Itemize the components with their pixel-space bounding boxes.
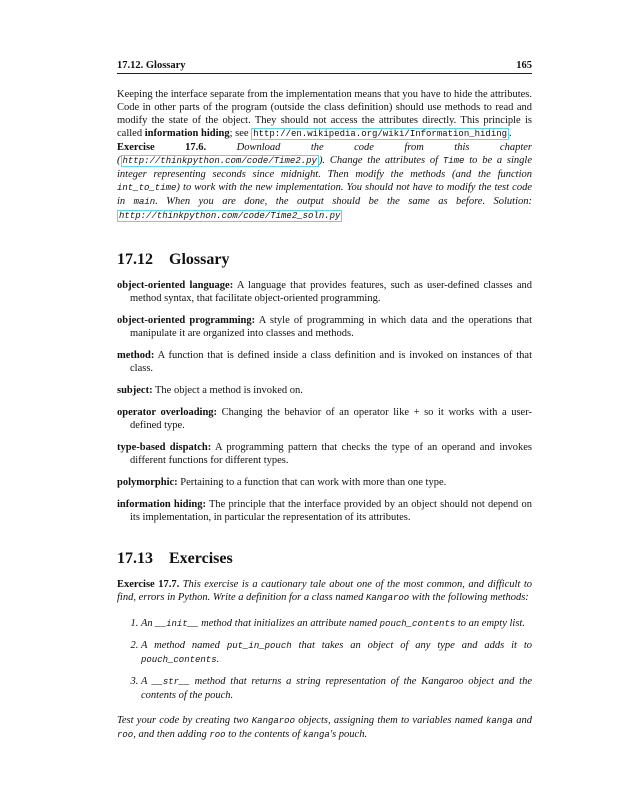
glossary-definition: A language that provides features, such as user-defined classes and method syntax, that facilitate object-oriented programming. [130,280,533,304]
code-init: __init__ [155,619,199,629]
code-kangaroo: Kangaroo [251,716,295,726]
wikipedia-link[interactable]: http://en.wikipedia.org/wiki/Information_hiding [253,129,508,139]
glossary-entry [117,279,532,305]
code-main: main [133,197,156,207]
page-number: 165 [516,60,532,71]
glossary-term: method: [117,350,155,361]
glossary-entry [117,384,532,397]
header-section-title: 17.12. Glossary [117,60,186,71]
glossary-entry [117,349,532,375]
information-hiding-term: information hiding [144,128,230,139]
glossary-section-number: 17.12 [117,251,153,268]
code-kangaroo: Kangaroo [365,593,410,603]
glossary-term: object-oriented language: [117,280,234,291]
list-item: 3. A __str__ method that returns a string representation of the Kangaroo object and the contents of the pouch. [141,675,532,702]
code-str: __str__ [152,677,190,687]
exercise-17-7-instructions: Test your code by creating two Kangaroo objects, assigning them to variables named kanga and roo, and then adding roo to the contents of kanga's pouch. [117,715,532,740]
glossary-heading [117,251,532,269]
list-item: 2. A method named put_in_pouch that takes an object of any type and adds it to pouch_contents. [141,639,532,667]
glossary-definition: Pertaining to a function that can work with more than one type. [177,477,447,488]
glossary-list [117,279,532,524]
glossary-term: polymorphic: [117,477,178,488]
exercises-section-number: 17.13 [117,550,153,567]
code-roo: roo [209,730,226,740]
exercise-17-7-label: Exercise 17.7. [117,579,180,590]
code-pouch-contents: pouch_contents [379,619,456,629]
glossary-term: type-based dispatch: [117,442,212,453]
glossary-term: operator overloading: [117,407,218,418]
glossary-entry [117,498,532,524]
glossary-section-title: Glossary [169,251,230,268]
exercises-heading [117,550,532,568]
exercise-17-7: Exercise 17.7. This exercise is a cautionary tale about one of the most common, and difficult to find, errors in Python. Write a definition for a class named Kangaroo with the following methods: [117,579,532,603]
glossary-entry [117,314,532,340]
time2-code-link[interactable]: http://thinkpython.com/code/Time2.py [122,156,317,166]
code-roo: roo [117,730,134,740]
glossary-entry [117,406,532,432]
glossary-term: subject: [117,385,153,396]
code-time: Time [442,156,465,166]
kangaroo-method-list [117,617,532,702]
code-kanga: kanga [485,716,513,726]
glossary-definition: The object a method is invoked on. [152,385,303,396]
code-kanga: kanga [302,730,330,740]
intro-paragraph: Keeping the interface separate from the implementation means that you have to hide the attributes. Code in other parts of the program (outside the class definition) should use methods to read and modify the state of the object. They should not access the attributes directly. This principle is called information hiding; see http://en.wikipedia.org/wiki/Information_hiding . [117,89,532,139]
glossary-definition: A style of programming in which data and the operations that manipulate it are organized into classes and methods. [130,315,532,339]
glossary-entry [117,441,532,467]
page [117,60,532,742]
glossary-definition: Changing the behavior of an operator like + so it works with a user-defined type. [130,407,532,431]
exercise-17-6-label: Exercise 17.6. [117,142,207,153]
exercises-section-title: Exercises [169,550,233,567]
glossary-entry [117,476,532,489]
running-header [117,60,532,74]
exercise-17-6: Exercise 17.6. Download the code from this chapter ( http://thinkpython.com/code/Time2.py ). Change the attributes of Time to be a single integer representing seconds since midnight. Then modify the methods (and the function int_to_time) to work with the new implementation. You should not have to modify the test code in main. When you are done, the output should be the same as before. Solution: http://thinkpython.com/code/Time2_soln.py [117,142,533,221]
code-int-to-time: int_to_time [117,183,177,193]
glossary-term: information hiding: [117,499,206,510]
glossary-definition: A function that is defined inside a class definition and is invoked on instances of that class. [130,350,532,374]
list-item: 1. An __init__ method that initializes an attribute named pouch_contents to an empty list. [141,617,532,631]
glossary-term: object-oriented programming: [117,315,256,326]
code-pouch-contents: pouch_contents [141,655,217,665]
code-put-in-pouch: put_in_pouch [226,641,292,651]
time2-solution-link[interactable]: http://thinkpython.com/code/Time2_soln.py [119,211,341,221]
glossary-definition: The principle that the interface provided by an object should not depend on its implementation, in particular the representation of its attributes. [130,499,532,523]
glossary-definition: A programming pattern that checks the type of an operand and invokes different functions for different types. [130,442,532,466]
